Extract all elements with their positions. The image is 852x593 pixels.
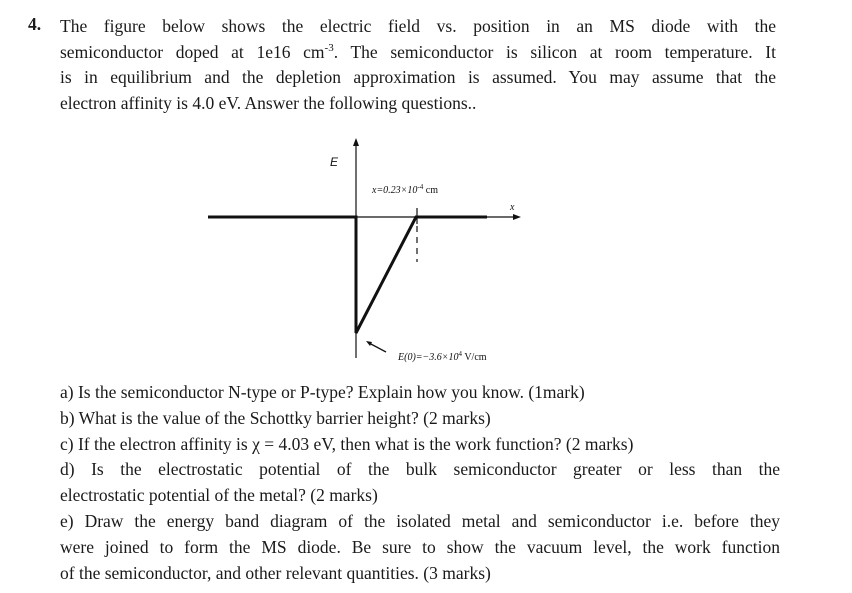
x-axis-label: x <box>510 202 515 213</box>
intro-line-4: electron affinity is 4.0 eV. Answer the following questions.. <box>60 92 477 113</box>
part-a: a) Is the semiconductor N-type or P-type? Explain how you know. (1mark) <box>60 382 585 402</box>
e-axis-label: E <box>330 155 339 169</box>
part-d-line-2: electrostatic potential of the metal? (2 marks) <box>60 485 378 506</box>
intro-line-3: is in equilibrium and the depletion approximation is assumed. You may assume that the <box>60 67 776 87</box>
part-e-line-1: e) Draw the energy band diagram of the isolated metal and semiconductor i.e. before they <box>60 510 780 531</box>
part-e-line-2: were joined to form the MS diode. Be sure to show the vacuum level, the work function <box>60 536 780 557</box>
field-pointer-arrow <box>369 343 386 352</box>
field-curve <box>208 217 487 333</box>
part-d-line-1: d) Is the electrostatic potential of the bulk semiconductor greater or less than the <box>60 459 780 480</box>
part-e-line-3: of the semiconductor, and other relevant quantities. (3 marks) <box>60 562 491 583</box>
depletion-width-label <box>371 183 438 196</box>
field-value-unit: V/cm <box>462 352 487 363</box>
doping-exponent: -3 <box>324 41 334 54</box>
field-pointer-arrowhead <box>366 341 372 346</box>
part-b: b) What is the value of the Schottky barrier height? (2 marks) <box>60 407 491 428</box>
depletion-width-exp: -4 <box>417 183 424 191</box>
field-value-text: E(0)=−3.6×10 <box>398 352 459 363</box>
field-value-exp: 4 <box>458 350 463 358</box>
intro-line-2b: . The semiconductor is silicon at room temperature. It <box>333 41 776 62</box>
part-c: c) If the electron affinity is χ = 4.03 eV, then what is the work function? (2 marks) <box>60 433 634 454</box>
intro-line-1: The figure below shows the electric field vs. position in an MS diode with the <box>60 16 776 36</box>
depletion-width-text: x=0.23×10 <box>372 185 418 196</box>
field-value-label <box>397 350 487 363</box>
x-axis-arrowhead <box>513 214 521 220</box>
question-parts <box>60 380 780 586</box>
intro-line-2a: semiconductor doped at 1e16 cm <box>60 41 325 62</box>
e-axis-arrowhead <box>353 138 359 146</box>
question-number: 4. <box>28 14 42 34</box>
depletion-width-unit: cm <box>423 185 438 196</box>
